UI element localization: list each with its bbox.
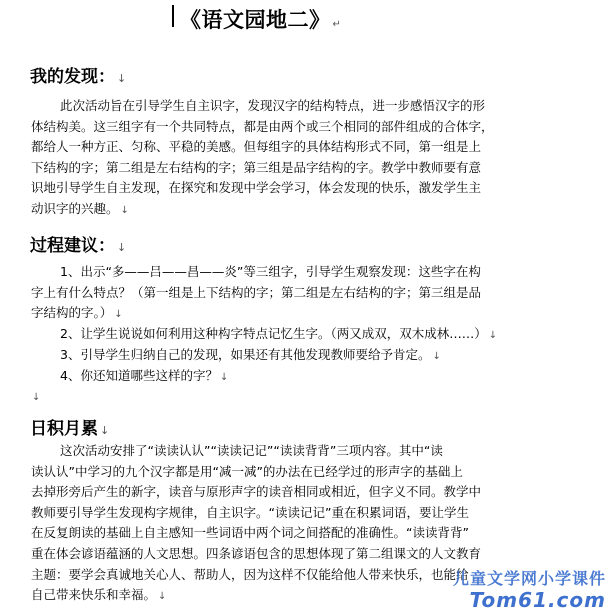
paragraph-line: 体结构美。这三组字有一个共同特点，都是由两个或三个相同的部件组成的合体字，: [31, 118, 494, 134]
down-mark: ↓: [117, 72, 127, 85]
process-item-4: [60, 366, 228, 389]
return-mark: ↵: [332, 19, 342, 30]
paragraph-line: 读认认”中学习的九个汉字都是用“减一减”的办法在已经学过的形声字的基础上: [31, 463, 463, 479]
down-mark: ↓: [158, 591, 167, 603]
heading-discovery-text: 我的发现：: [30, 67, 115, 87]
heading-accumulation: [30, 414, 109, 439]
heading-process: [30, 231, 126, 256]
process-item-line: 字上有什么特点？（第一组是上下结构的字；第二组是左右结构的字；第三组是品: [31, 284, 482, 300]
process-item-3-text: 3、引导学生归纳自己的发现，如果还有其他发现教师要给予肯定。: [60, 347, 431, 362]
down-mark: ↓: [120, 204, 129, 216]
document-title: [180, 4, 341, 34]
paragraph-line: 教师要引导学生发现构字规律，自主识字。“读读记记”重在积累词语，要让学生: [31, 504, 469, 520]
heading-accumulation-text: 日积月累: [30, 419, 98, 439]
text-cursor-bar: [172, 5, 174, 27]
empty-line-mark: ↓: [32, 392, 41, 403]
process-item-4-text: 4、你还知道哪些这样的字？: [60, 368, 218, 383]
paragraph-line: 此次活动旨在引导学生自主识字，发现汉字的结构特点，进一步感悟汉字的形: [60, 98, 486, 113]
process-item-2: [60, 324, 497, 347]
process-item-line-text: 字结构的字。）: [31, 305, 113, 321]
process-item-3: [60, 345, 441, 368]
paragraph-line-text: 自己带来快乐和幸福。: [31, 587, 157, 603]
title-text: 《语文园地二》: [180, 7, 331, 32]
heading-process-text: 过程建议：: [30, 236, 115, 256]
process-item-2-text: 2、让学生说说如何利用这种构字特点记忆生字。（两又成双，双木成林……）: [60, 326, 487, 341]
paragraph-discovery: [31, 96, 580, 220]
down-mark: ↓: [100, 424, 110, 437]
down-mark: ↓: [432, 351, 441, 362]
process-item-1: [31, 262, 580, 324]
paragraph-line: 去掉形旁后产生的新字，读音与原形声字的读音相同或相近，但字义不同。教学中: [31, 484, 482, 500]
paragraph-line: 识地引导学生自主发现，在探究和发现中学会学习，体会发现的快乐，激发学生主: [31, 180, 482, 196]
paragraph-line: 都给人一种方正、匀称、平稳的美感。但每组字的具体结构形式不同，第一组是上: [31, 139, 482, 155]
paragraph-line: 这次活动安排了“读读认认”“读读记记”“读读背背”三项内容。其中“读: [60, 443, 443, 458]
paragraph-line: 重在体会谚语蕴涵的人文思想。四条谚语包含的思想体现了第二组课文的人文教育: [31, 545, 482, 561]
paragraph-line-last: [31, 199, 580, 220]
process-item-line-last: [31, 303, 580, 324]
watermark-logo: [410, 566, 610, 612]
process-item-line: 1、出示“多——吕——昌——炎”等三组字，引导学生观察发现：这些字在构: [60, 264, 481, 279]
heading-discovery: [30, 62, 126, 87]
paragraph-line: 下结构的字；第二组是左右结构的字；第三组是品字结构的字。教学中教师要有意: [31, 159, 482, 175]
paragraph-line: 主题：要学会真诚地关心人、帮助人，因为这样不仅能给他人带来快乐，也能给: [31, 566, 469, 582]
watermark-top-text: 儿童文学网小学课件: [452, 569, 606, 588]
down-mark: ↓: [117, 241, 127, 254]
down-mark: ↓: [114, 309, 123, 321]
paragraph-line: 在反复朗读的基础上自主感知一些词语中两个词之间搭配的准确性。“读读背背”: [31, 525, 469, 541]
watermark-bottom-text: Tom61.com: [469, 588, 606, 612]
down-mark: ↓: [488, 330, 498, 341]
paragraph-line-text: 动识字的兴趣。: [31, 200, 119, 216]
down-mark: ↓: [219, 372, 229, 383]
